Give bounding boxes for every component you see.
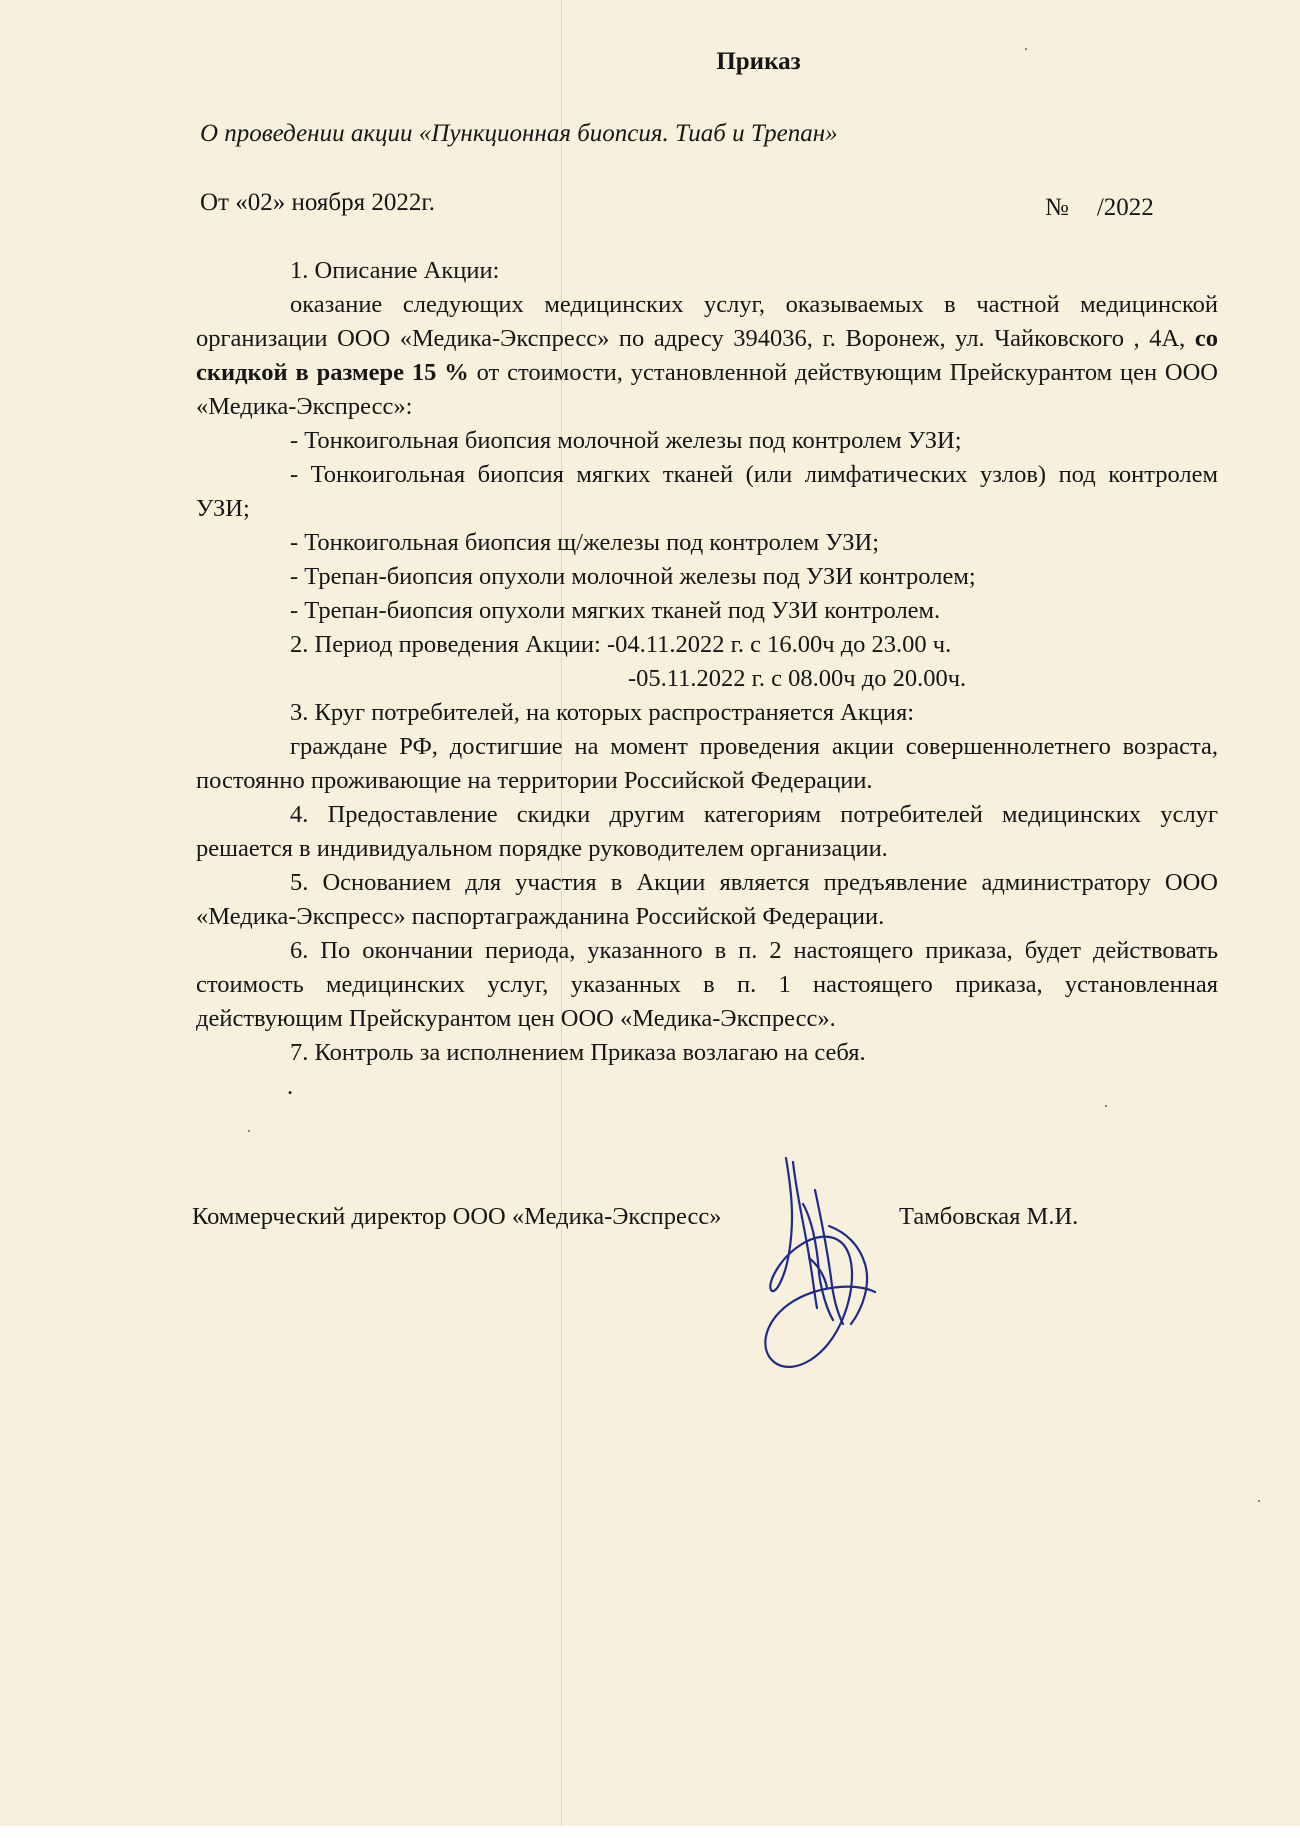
service-item: - Тонкоигольная биопсия мягких тканей (или лимфатических узлов) под контролем УЗИ; (196, 461, 1218, 522)
number-value: /2022 (1096, 194, 1154, 221)
signatory-position: Коммерческий директор ООО «Медика-Экспресс» (192, 1203, 722, 1230)
stray-mark: . (287, 1073, 294, 1100)
document-number (1045, 194, 1154, 222)
handwritten-signature (755, 1148, 905, 1388)
scan-speck (1105, 1105, 1107, 1107)
scan-speck (1258, 1500, 1260, 1502)
section-1-text-after: от стоимости, установленной действующим Прейскурантом цен ООО «Медика-Экспресс»: (196, 359, 1218, 420)
section-4: 4. Предоставление скидки другим категориям потребителей медицинских услуг решается в индивидуальном порядке руководителем организации. (196, 801, 1218, 862)
discount-highlight: со скидкой в размере 15 % (196, 325, 1218, 386)
document-subtitle: О проведении акции «Пункционная биопсия. Тиаб и Трепан» (200, 120, 838, 147)
document-title: Приказ (716, 48, 801, 75)
section-3-text: граждане РФ, достигшие на момент проведения акции совершеннолетнего возраста, постоянно проживающие на территории Российской Федерации. (196, 733, 1218, 794)
section-6: 6. По окончании периода, указанного в п. 2 настоящего приказа, будет действовать стоимость медицинских услуг, указанных в п. 1 настоящего приказа, установленная действующим Прейскурантом цен ООО «Медика-Экспресс». (196, 937, 1218, 1032)
section-7: 7. Контроль за исполнением Приказа возлагаю на себя. (290, 1039, 866, 1066)
section-3-heading: 3. Круг потребителей, на которых распространяется Акция: (290, 699, 915, 726)
scan-speck (248, 1130, 250, 1132)
service-item: - Тонкоигольная биопсия молочной железы под контролем УЗИ; (290, 427, 962, 454)
service-item: - Трепан-биопсия опухоли молочной железы под УЗИ контролем; (290, 563, 976, 590)
document-date: От «02» ноября 2022г. (200, 189, 436, 216)
service-item: - Тонкоигольная биопсия щ/железы под контролем УЗИ; (290, 529, 880, 556)
document-body (196, 254, 1218, 1102)
signatory-name: Тамбовская М.И. (899, 1203, 1079, 1230)
service-item: - Трепан-биопсия опухоли мягких тканей под УЗИ контролем. (290, 597, 941, 624)
section-1-text (196, 288, 1218, 424)
section-5: 5. Основанием для участия в Акции является предъявление администратору ООО «Медика-Экспресс» паспортагражданина Российской Федерации. (196, 869, 1218, 930)
section-2-line-2: -05.11.2022 г. с 08.00ч до 20.00ч. (628, 665, 967, 692)
section-1-text-before: оказание следующих медицинских услуг, оказываемых в частной медицинской организации ООО «Медика-Экспресс» по адресу 394036, г. Воронеж, ул. Чайковского , 4А, (196, 291, 1218, 352)
section-1-heading: 1. Описание Акции: (290, 257, 500, 284)
number-sign: № (1045, 194, 1069, 221)
section-2-line-1: 2. Период проведения Акции: -04.11.2022 г. с 16.00ч до 23.00 ч. (290, 631, 952, 658)
